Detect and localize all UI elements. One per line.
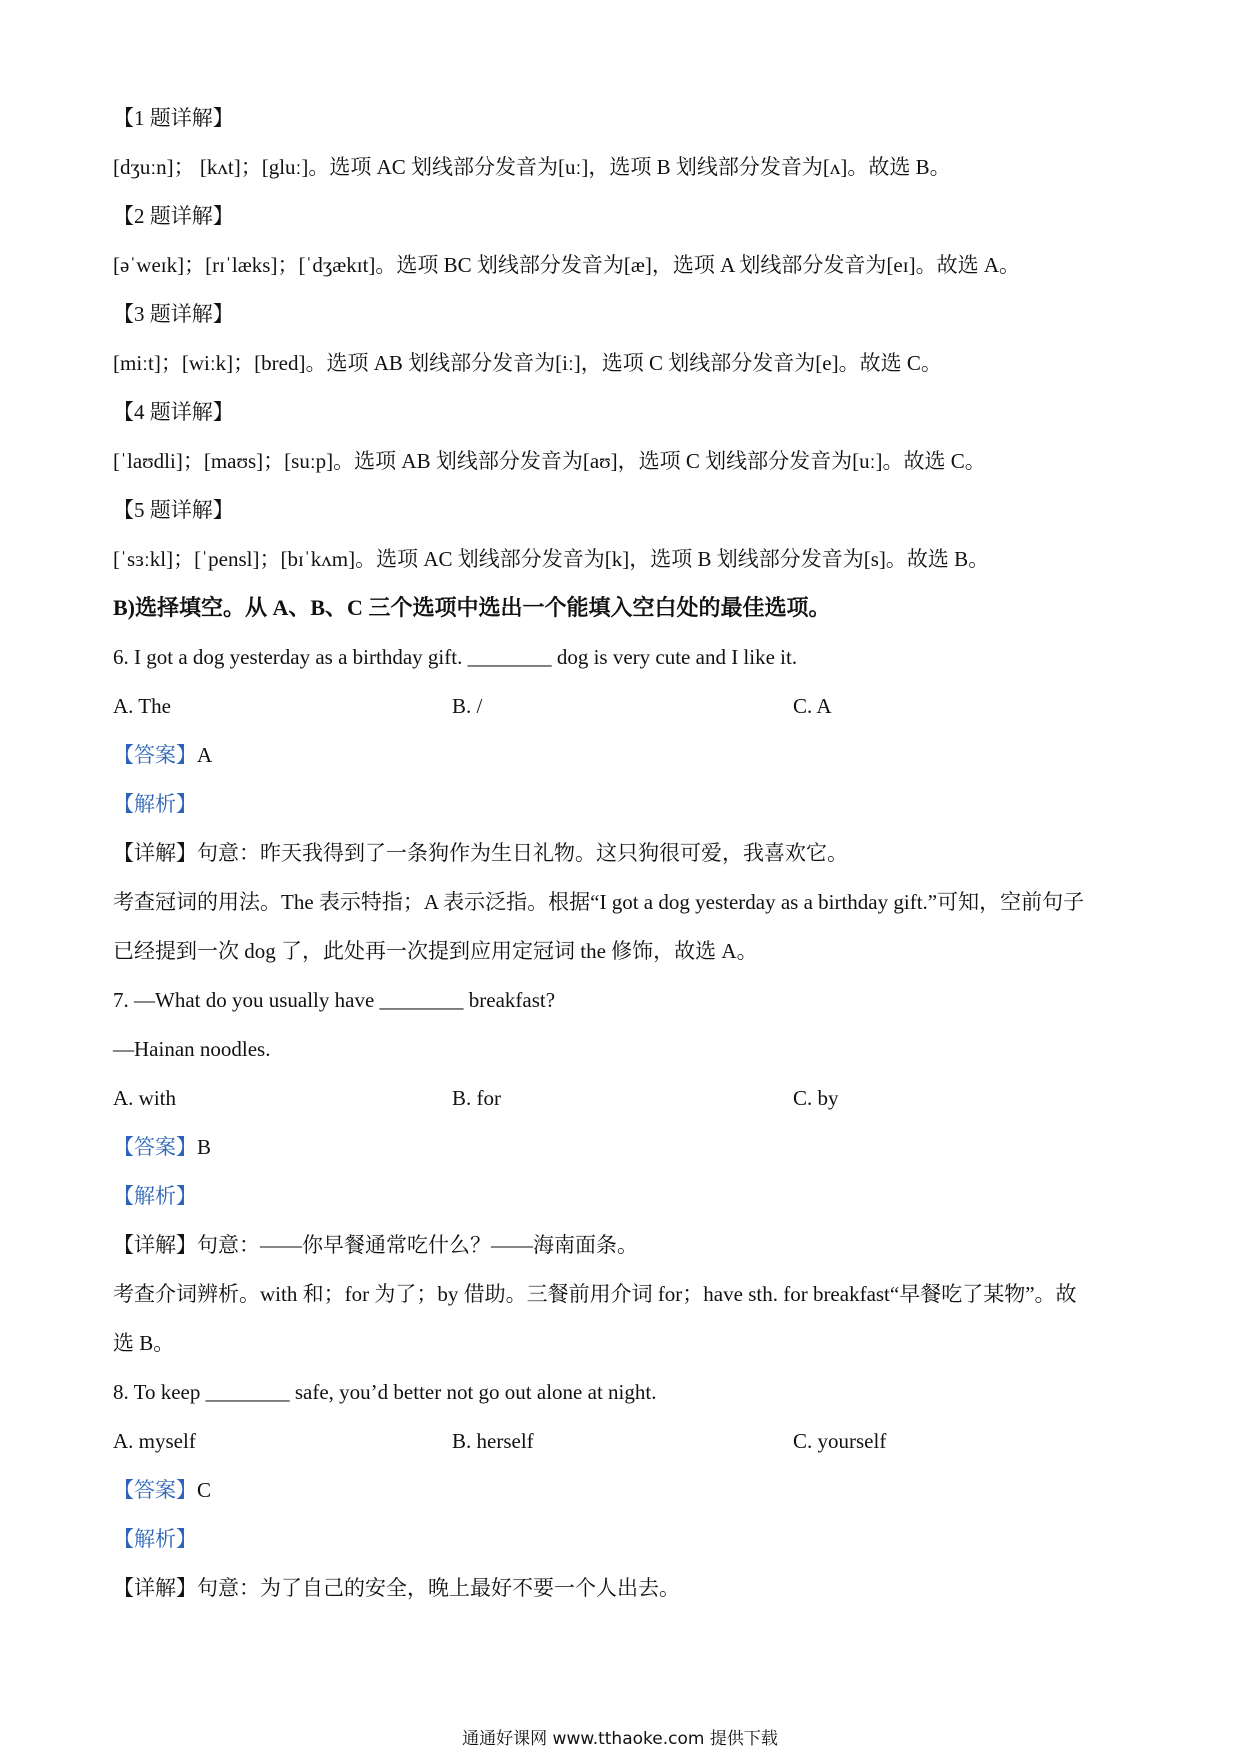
answer-label: 【答案】 bbox=[113, 1478, 197, 1502]
q8-detail bbox=[113, 1574, 680, 1602]
answer-value: C bbox=[197, 1478, 212, 1502]
answer-label: 【答案】 bbox=[113, 743, 197, 767]
q6-analysis: 【解析】 bbox=[113, 792, 197, 816]
section-b-heading: B)选择填空。从 A、B、C 三个选项中选出一个能填入空白处的最佳选项。 bbox=[113, 595, 831, 620]
q8-stem: 8. To keep ________ safe, you’d better not go out alone at night. bbox=[113, 1380, 657, 1404]
q7-stem: 7. —What do you usually have ________ breakfast? bbox=[113, 988, 556, 1012]
q1-body: [dʒuːn]； [kʌt]；[gluː]。选项 AC 划线部分发音为[uː]，选项 B 划线部分发音为[ʌ]。故选 B。 bbox=[113, 155, 951, 179]
q2-head: 【2 题详解】 bbox=[113, 204, 234, 228]
detail-text: 句意：——你早餐通常吃什么？——海南面条。 bbox=[197, 1233, 638, 1257]
q2-body: [əˈweɪk]；[rɪˈlæks]；[ˈdʒækɪt]。选项 BC 划线部分发音为[æ]，选项 A 划线部分发音为[eɪ]。故选 A。 bbox=[113, 253, 1020, 277]
detail-label: 【详解】 bbox=[113, 1233, 197, 1257]
q3-body: [miːt]；[wiːk]；[bred]。选项 AB 划线部分发音为[iː]，选项 C 划线部分发音为[e]。故选 C。 bbox=[113, 351, 942, 375]
q6-option-a: A. The bbox=[113, 694, 171, 718]
answer-value: B bbox=[197, 1135, 212, 1159]
q7-detail bbox=[113, 1231, 638, 1259]
q7-explain-line-2: 选 B。 bbox=[113, 1331, 175, 1355]
answer-label: 【答案】 bbox=[113, 1135, 197, 1159]
answer-value: A bbox=[197, 743, 213, 767]
q6-explain-line-1: 考查冠词的用法。The 表示特指；A 表示泛指。根据“I got a dog yesterday as a birthday gift.”可知，空前句子 bbox=[113, 890, 1085, 914]
detail-text: 句意：为了自己的安全，晚上最好不要一个人出去。 bbox=[197, 1576, 680, 1600]
q6-option-b: B. / bbox=[452, 694, 483, 718]
q7-analysis: 【解析】 bbox=[113, 1184, 197, 1208]
q3-head: 【3 题详解】 bbox=[113, 302, 234, 326]
q6-stem: 6. I got a dog yesterday as a birthday gift. ________ dog is very cute and I like it. bbox=[113, 645, 798, 669]
q8-answer bbox=[113, 1476, 211, 1504]
q4-head: 【4 题详解】 bbox=[113, 400, 234, 424]
detail-text: 句意：昨天我得到了一条狗作为生日礼物。这只狗很可爱，我喜欢它。 bbox=[197, 841, 848, 865]
q7-answer bbox=[113, 1133, 211, 1161]
q5-head: 【5 题详解】 bbox=[113, 498, 234, 522]
q8-option-a: A. myself bbox=[113, 1429, 196, 1453]
q7-explain-line-1: 考查介词辨析。with 和；for 为了；by 借助。三餐前用介词 for；have sth. for breakfast“早餐吃了某物”。故 bbox=[113, 1282, 1077, 1306]
q7-option-b: B. for bbox=[452, 1086, 501, 1110]
q8-analysis: 【解析】 bbox=[113, 1527, 197, 1551]
q7-stem-response: —Hainan noodles. bbox=[113, 1037, 271, 1061]
page-footer: 通通好课网 www.tthaoke.com 提供下载 bbox=[462, 1729, 778, 1749]
q8-option-c: C. yourself bbox=[793, 1429, 887, 1453]
q1-head: 【1 题详解】 bbox=[113, 106, 234, 130]
q6-explain-line-2: 已经提到一次 dog 了，此处再一次提到应用定冠词 the 修饰，故选 A。 bbox=[113, 939, 758, 963]
q7-option-c: C. by bbox=[793, 1086, 839, 1110]
q6-option-c: C. A bbox=[793, 694, 832, 718]
q6-answer bbox=[113, 741, 212, 769]
q7-option-a: A. with bbox=[113, 1086, 176, 1110]
q4-body: [ˈlaʊdli]；[maʊs]；[suːp]。选项 AB 划线部分发音为[aʊ]，选项 C 划线部分发音为[uː]。故选 C。 bbox=[113, 449, 986, 473]
q5-body: [ˈsɜːkl]；[ˈpensl]；[bɪˈkʌm]。选项 AC 划线部分发音为[k]，选项 B 划线部分发音为[s]。故选 B。 bbox=[113, 547, 990, 571]
q8-option-b: B. herself bbox=[452, 1429, 534, 1453]
detail-label: 【详解】 bbox=[113, 1576, 197, 1600]
q6-detail bbox=[113, 839, 848, 867]
detail-label: 【详解】 bbox=[113, 841, 197, 865]
